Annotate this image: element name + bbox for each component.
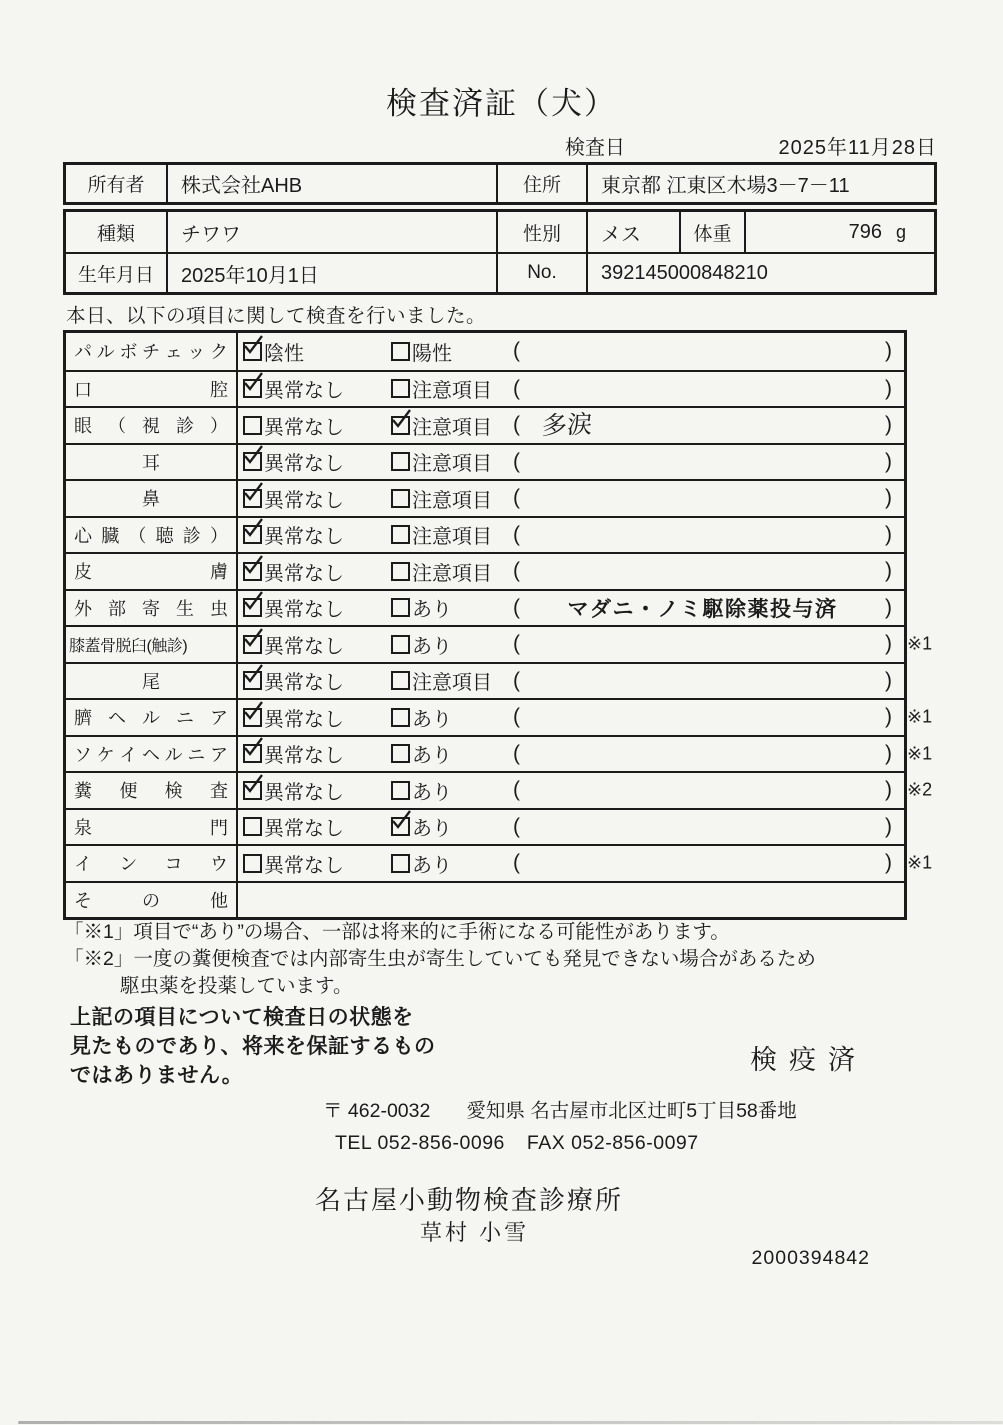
inspection-date-row: [63, 131, 937, 160]
option-label: あり: [412, 635, 452, 658]
option-label: 注意項目: [412, 380, 492, 403]
item-result-cell: [238, 554, 904, 589]
item-label: 外 部 寄 生 虫: [66, 591, 238, 626]
paren-close: ): [885, 741, 892, 765]
sex-value: メス: [586, 212, 679, 252]
checked-checkbox-icon: [243, 379, 262, 398]
breed-label: 種類: [96, 223, 135, 245]
serial-number: 2000394842: [751, 1247, 870, 1269]
item-result-cell: [238, 810, 904, 845]
unchecked-checkbox-icon: [391, 489, 410, 508]
checked-checkbox-icon: [243, 781, 262, 800]
inspection-date-label: 検査日: [565, 137, 625, 159]
option-label: 注意項目: [412, 453, 492, 476]
result-option: [243, 776, 391, 805]
option-label: 異常なし: [264, 635, 344, 658]
item-result-cell: [238, 445, 904, 480]
checked-checkbox-icon: [243, 708, 262, 727]
result-option: [391, 849, 513, 878]
weight-unit: g: [895, 221, 906, 242]
paren-open: (: [513, 814, 520, 838]
option-label: あり: [412, 854, 452, 877]
result-option: [243, 593, 391, 622]
item-label: 眼 （ 視 診 ）: [66, 408, 238, 443]
paren-open: (: [513, 449, 520, 473]
clinic-fax: FAX 052-856-0097: [526, 1132, 699, 1154]
owner-label: 所有者: [87, 175, 145, 196]
address-label: 住所: [496, 165, 586, 202]
item-result-cell: [238, 518, 904, 553]
item-result-cell: [238, 627, 904, 662]
option-label: 異常なし: [264, 562, 344, 585]
result-option: [243, 447, 391, 476]
option-label: 異常なし: [264, 745, 344, 768]
result-option: [243, 812, 391, 841]
item-result-cell: [238, 333, 904, 370]
inspection-row: [66, 406, 904, 443]
paren-open: (: [513, 486, 520, 510]
paren-close: ): [885, 668, 892, 692]
footnote-2: 「※2」一度の糞便検査では内部寄生虫が寄生していても発見できない場合があるため: [64, 948, 816, 970]
unchecked-checkbox-icon: [391, 781, 410, 800]
item-result-cell: [238, 664, 904, 699]
result-option: [391, 557, 513, 586]
result-option: [243, 520, 391, 549]
inspection-row: [66, 589, 904, 626]
option-label: 異常なし: [264, 599, 344, 622]
result-option: [243, 666, 391, 695]
clinic-address-line: [323, 1095, 797, 1123]
breed-value: チワワ: [166, 212, 496, 252]
paren-open: (: [513, 705, 520, 729]
option-label: 異常なし: [264, 781, 344, 804]
inspection-row: [66, 735, 933, 772]
option-label: 注意項目: [412, 416, 492, 439]
result-option: [243, 337, 391, 366]
option-label: 異常なし: [264, 526, 344, 549]
option-label: 注意項目: [412, 562, 492, 585]
unchecked-checkbox-icon: [391, 598, 410, 617]
inspection-date-value: 2025年11月28日: [778, 137, 937, 159]
result-option: [391, 703, 513, 732]
option-label: 陽性: [412, 342, 452, 365]
option-label: 異常なし: [264, 854, 344, 877]
disclaimer-text: [70, 1003, 436, 1090]
result-option: [391, 593, 513, 622]
clinic-address: 愛知県 名古屋市北区辻町5丁目58番地: [466, 1100, 797, 1122]
disclaimer-line-3: ではありません。: [70, 1064, 244, 1087]
checked-checkbox-icon: [243, 342, 262, 361]
owner-table: [63, 162, 937, 205]
disclaimer-line-2: 見たものであり、将来を保証するもの: [70, 1035, 436, 1058]
clinic-name: 名古屋小動物検査診療所: [315, 1185, 624, 1215]
footnote-1: 「※1」項目で“あり”の場合、一部は将来的に手術になる可能性があります。: [64, 921, 730, 943]
paren-open: (: [513, 741, 520, 765]
animal-row-2: [66, 252, 934, 292]
result-option: [391, 666, 513, 695]
intro-text: 本日、以下の項目に関して検査を行いました。: [66, 305, 487, 327]
item-label: イ ン コ ウ: [66, 846, 238, 881]
item-label: 口 腔: [66, 372, 238, 407]
inspection-row: [66, 333, 904, 370]
item-note: マダニ・ノミ駆除薬投与済: [567, 597, 838, 621]
item-result-cell: [238, 591, 904, 626]
paren-open: (: [513, 668, 520, 692]
option-label: あり: [412, 708, 452, 731]
result-option: [391, 776, 513, 805]
checked-checkbox-icon: [243, 562, 262, 581]
weight-label: 体重: [679, 212, 744, 252]
unchecked-checkbox-icon: [391, 708, 410, 727]
option-label: 異常なし: [264, 708, 344, 731]
paren-close: ): [885, 522, 892, 546]
item-result-cell: [238, 846, 904, 881]
checked-checkbox-icon: [391, 817, 410, 836]
paren-open: (: [513, 413, 520, 437]
result-option: [243, 411, 391, 440]
checked-checkbox-icon: [243, 452, 262, 471]
result-option: [243, 484, 391, 513]
unchecked-checkbox-icon: [391, 635, 410, 654]
inspection-row: [66, 625, 933, 662]
owner-row: [66, 165, 934, 202]
unchecked-checkbox-icon: [391, 562, 410, 581]
item-result-cell: [238, 883, 904, 918]
inspection-row: [66, 443, 904, 480]
disclaimer-line-1: 上記の項目について検査日の状態を: [70, 1006, 414, 1029]
item-label: 心 臓 （ 聴 診 ）: [66, 518, 238, 553]
option-label: 異常なし: [264, 453, 344, 476]
result-option: [243, 557, 391, 586]
paren-open: (: [513, 851, 520, 875]
weight-value-cell: [744, 212, 934, 252]
address-value: 東京都 江東区木場3－7－11: [586, 165, 934, 202]
result-option: [391, 411, 513, 440]
checked-checkbox-icon: [243, 635, 262, 654]
option-label: あり: [412, 745, 452, 768]
animal-row-1: [66, 212, 934, 252]
clinic-tel: TEL 052-856-0096: [335, 1132, 505, 1154]
unchecked-checkbox-icon: [243, 854, 262, 873]
option-label: あり: [412, 599, 452, 622]
paren-close: ): [885, 559, 892, 583]
item-label: 臍 ヘ ル ニ ア: [66, 700, 238, 735]
item-label: 泉 門: [66, 810, 238, 845]
checked-checkbox-icon: [391, 416, 410, 435]
item-label: そ の 他: [66, 883, 238, 918]
unchecked-checkbox-icon: [391, 379, 410, 398]
paren-close: ): [885, 851, 892, 875]
paren-open: (: [513, 339, 520, 363]
unchecked-checkbox-icon: [391, 525, 410, 544]
paren-open: (: [513, 595, 520, 619]
unchecked-checkbox-icon: [391, 671, 410, 690]
item-label: 皮 膚: [66, 554, 238, 589]
option-label: 注意項目: [412, 526, 492, 549]
inspection-row: [66, 479, 904, 516]
checked-checkbox-icon: [243, 525, 262, 544]
item-label: 糞 便 検 査: [66, 773, 238, 808]
result-option: [243, 374, 391, 403]
item-label: パ ル ボ チ ェ ッ ク: [66, 333, 238, 370]
paren-close: ): [885, 413, 892, 437]
option-label: 異常なし: [264, 380, 344, 403]
item-result-cell: [238, 408, 904, 443]
no-value: 392145000848210: [586, 254, 934, 292]
checked-checkbox-icon: [243, 744, 262, 763]
item-label: ソ ケ イ ヘ ル ニ ア: [66, 737, 238, 772]
paren-close: ): [885, 449, 892, 473]
option-label: 異常なし: [264, 672, 344, 695]
unchecked-checkbox-icon: [243, 817, 262, 836]
birthdate-label: 生年月日: [77, 264, 154, 286]
inspection-row: [66, 662, 904, 699]
checked-checkbox-icon: [243, 489, 262, 508]
item-result-cell: [238, 773, 904, 808]
inspection-row: [66, 771, 933, 808]
result-option: [391, 739, 513, 768]
option-label: 注意項目: [412, 489, 492, 512]
paren-open: (: [513, 559, 520, 583]
item-label: 鼻: [66, 481, 238, 516]
checked-checkbox-icon: [243, 671, 262, 690]
paren-close: ): [885, 339, 892, 363]
option-label: あり: [412, 818, 452, 841]
owner-value: 株式会社AHB: [166, 165, 496, 202]
unchecked-checkbox-icon: [391, 342, 410, 361]
footnote-mark: ※2: [907, 779, 933, 800]
result-option: [391, 447, 513, 476]
scan-edge-artifact: [18, 1421, 1003, 1424]
paren-close: ): [885, 486, 892, 510]
inspection-table: [63, 330, 933, 920]
checked-checkbox-icon: [243, 598, 262, 617]
unchecked-checkbox-icon: [391, 452, 410, 471]
option-label: 異常なし: [264, 416, 344, 439]
unchecked-checkbox-icon: [391, 854, 410, 873]
paren-close: ): [885, 632, 892, 656]
paren-open: (: [513, 632, 520, 656]
result-option: [243, 703, 391, 732]
inspection-row: [66, 552, 904, 589]
item-result-cell: [238, 481, 904, 516]
paren-open: (: [513, 522, 520, 546]
unchecked-checkbox-icon: [243, 416, 262, 435]
footnote-mark: ※1: [907, 706, 933, 727]
no-label: No.: [496, 254, 586, 292]
result-option: [243, 630, 391, 659]
result-option: [243, 849, 391, 878]
item-result-cell: [238, 700, 904, 735]
result-option: [391, 484, 513, 513]
inspection-row: [66, 844, 933, 881]
paren-open: (: [513, 376, 520, 400]
handwritten-note: 多涙: [540, 410, 594, 441]
unchecked-checkbox-icon: [391, 744, 410, 763]
item-label: 尾: [66, 664, 238, 699]
result-option: [391, 812, 513, 841]
birthdate-value: 2025年10月1日: [166, 254, 496, 292]
paren-close: ): [885, 778, 892, 802]
result-option: [391, 520, 513, 549]
paren-open: (: [513, 778, 520, 802]
footnote-mark: ※1: [907, 743, 933, 764]
footnote-2-continued: 駆虫薬を投薬しています。: [120, 975, 353, 997]
footnote-mark: ※1: [907, 633, 933, 654]
inspection-row: [66, 808, 904, 845]
option-label: 異常なし: [264, 818, 344, 841]
paren-close: ): [885, 814, 892, 838]
item-label: 耳: [66, 445, 238, 480]
quarantine-stamp: 検疫済: [750, 1045, 867, 1075]
footnote-mark: ※1: [907, 852, 933, 873]
animal-table: [63, 209, 937, 295]
weight-value: 796: [848, 220, 882, 243]
result-option: [391, 630, 513, 659]
clinic-contact-line: [335, 1132, 699, 1155]
paren-close: ): [885, 376, 892, 400]
item-result-cell: [238, 737, 904, 772]
option-label: 異常なし: [264, 489, 344, 512]
inspection-row: [66, 698, 933, 735]
option-label: 陰性: [264, 342, 304, 365]
option-label: 注意項目: [412, 672, 492, 695]
option-label: あり: [412, 781, 452, 804]
clinic-postal-code: 〒 462-0032: [323, 1100, 431, 1122]
result-option: [391, 374, 513, 403]
sex-label: 性別: [496, 212, 586, 252]
inspection-row: [66, 881, 904, 918]
paren-close: ): [885, 705, 892, 729]
result-option: [391, 337, 513, 366]
result-option: [243, 739, 391, 768]
inspection-row: [66, 516, 904, 553]
veterinarian-name: 草村 小雪: [420, 1220, 530, 1245]
item-label: 膝蓋骨脱臼(触診): [66, 627, 238, 662]
paren-close: ): [885, 595, 892, 619]
page-title: 検査済証（犬）: [386, 86, 617, 121]
footnotes: [64, 919, 816, 1000]
